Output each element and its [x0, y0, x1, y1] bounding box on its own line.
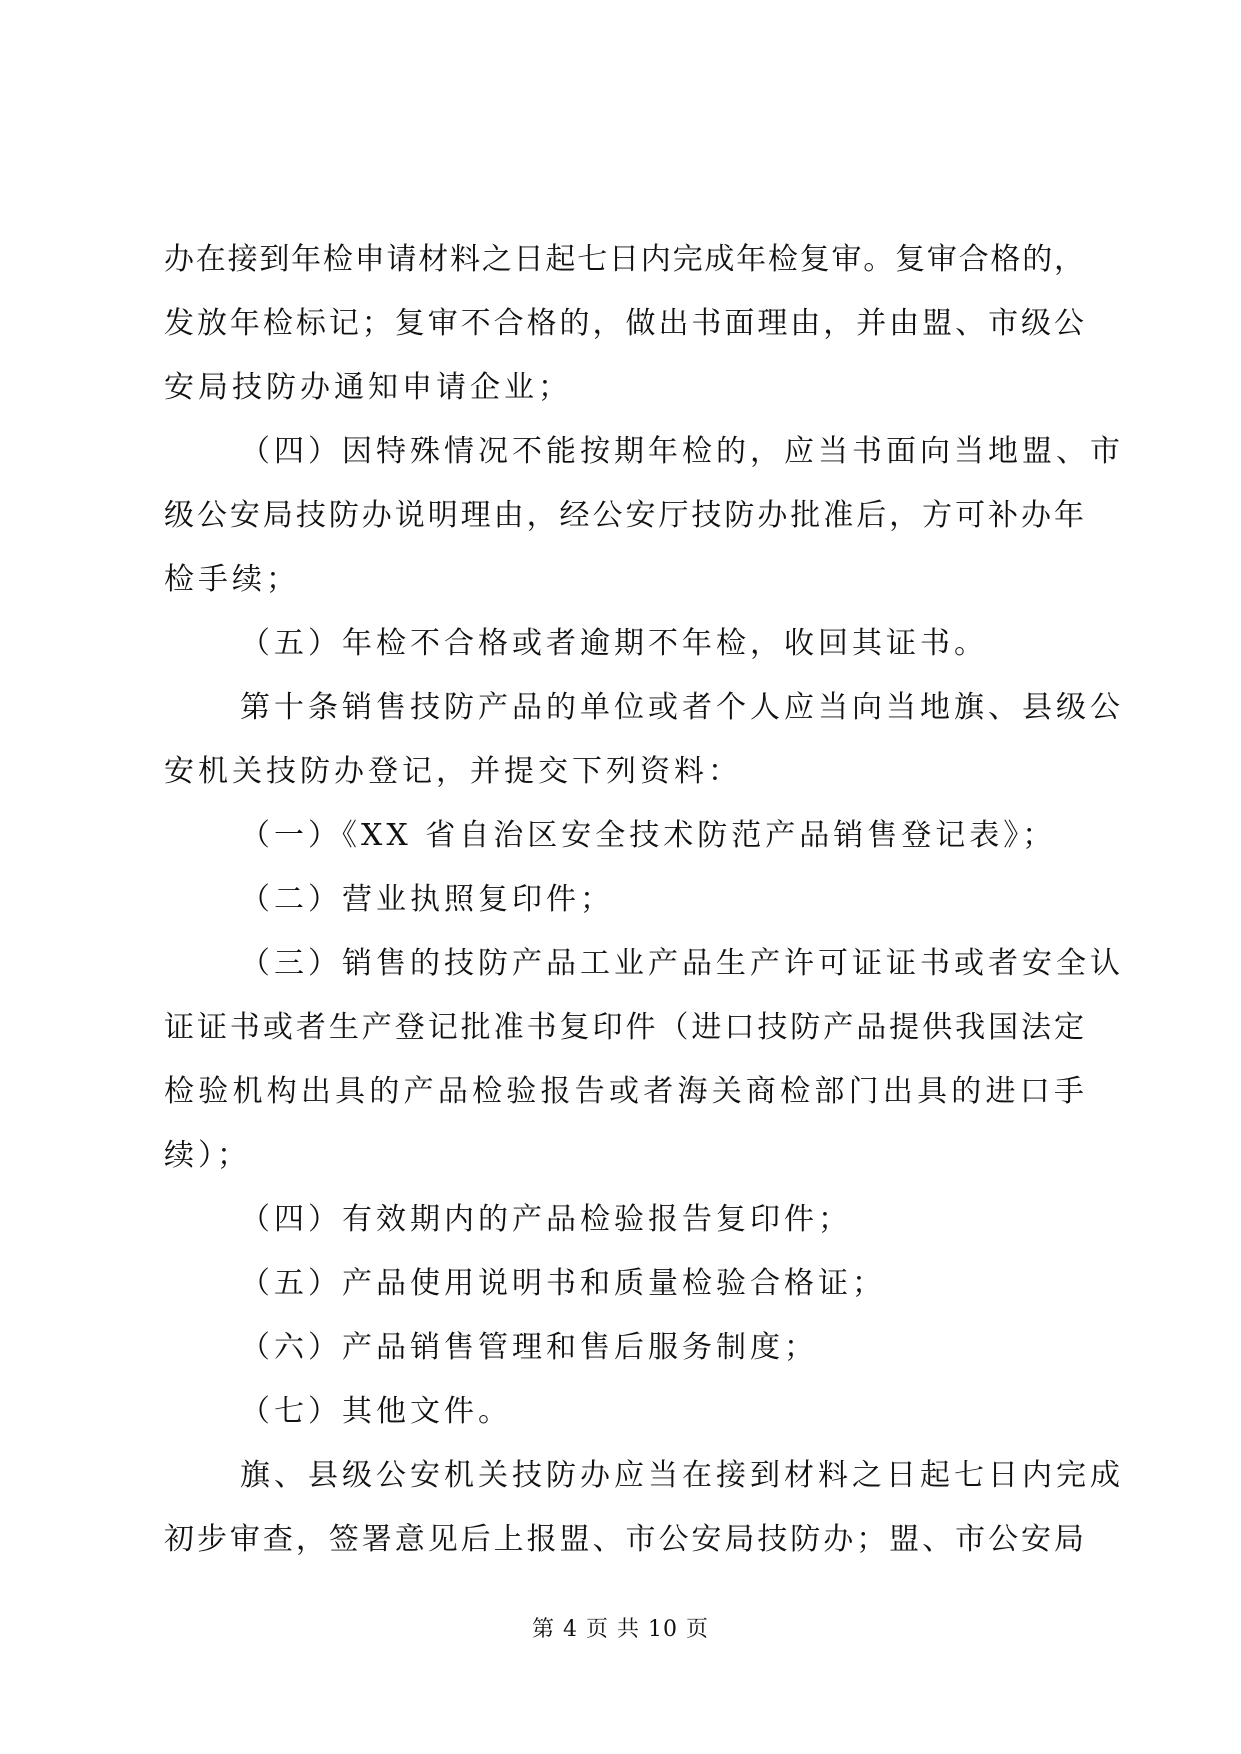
list-item: （六）产品销售管理和售后服务制度；	[240, 1330, 818, 1365]
text-line: 安机关技防办登记，并提交下列资料：	[164, 754, 742, 789]
text-line: （四）因特殊情况不能按期年检的，应当书面向当地盟、市	[240, 434, 1124, 469]
list-item: （五）产品使用说明书和质量检验合格证；	[240, 1266, 886, 1301]
list-item: （三）销售的技防产品工业产品生产许可证证书或者安全认	[240, 946, 1124, 981]
list-item: （四）有效期内的产品检验报告复印件；	[240, 1202, 852, 1237]
text-line: 证证书或者生产登记批准书复印件（进口技防产品提供我国法定	[164, 1010, 1084, 1045]
text-line: 检验机构出具的产品检验报告或者海关商检部门出具的进口手	[164, 1074, 1084, 1109]
article-heading-line: 第十条销售技防产品的单位或者个人应当向当地旗、县级公	[240, 690, 1124, 725]
text-line: 检手续；	[164, 562, 300, 597]
list-item: （一）《XX 省自治区安全技术防范产品销售登记表》；	[240, 818, 1057, 853]
page-number-footer: 第 4 页 共 10 页	[532, 1617, 709, 1642]
text-line: 安局技防办通知申请企业；	[164, 370, 572, 405]
text-line: 初步审查，签署意见后上报盟、市公安局技防办；盟、市公安局	[164, 1522, 1084, 1557]
text-line: （五）年检不合格或者逾期不年检，收回其证书。	[240, 626, 988, 661]
list-item: （七）其他文件。	[240, 1394, 512, 1429]
text-line: 办在接到年检申请材料之日起七日内完成年检复审。复审合格的，	[164, 242, 1084, 277]
list-item: （二）营业执照复印件；	[240, 882, 614, 917]
text-line: 旗、县级公安机关技防办应当在接到材料之日起七日内完成	[240, 1458, 1124, 1493]
text-line: 级公安局技防办说明理由，经公安厅技防办批准后，方可补办年	[164, 498, 1084, 533]
text-line: 续）；	[164, 1138, 251, 1173]
text-line: 发放年检标记；复审不合格的，做出书面理由，并由盟、市级公	[164, 306, 1084, 341]
document-body	[164, 228, 1124, 1572]
